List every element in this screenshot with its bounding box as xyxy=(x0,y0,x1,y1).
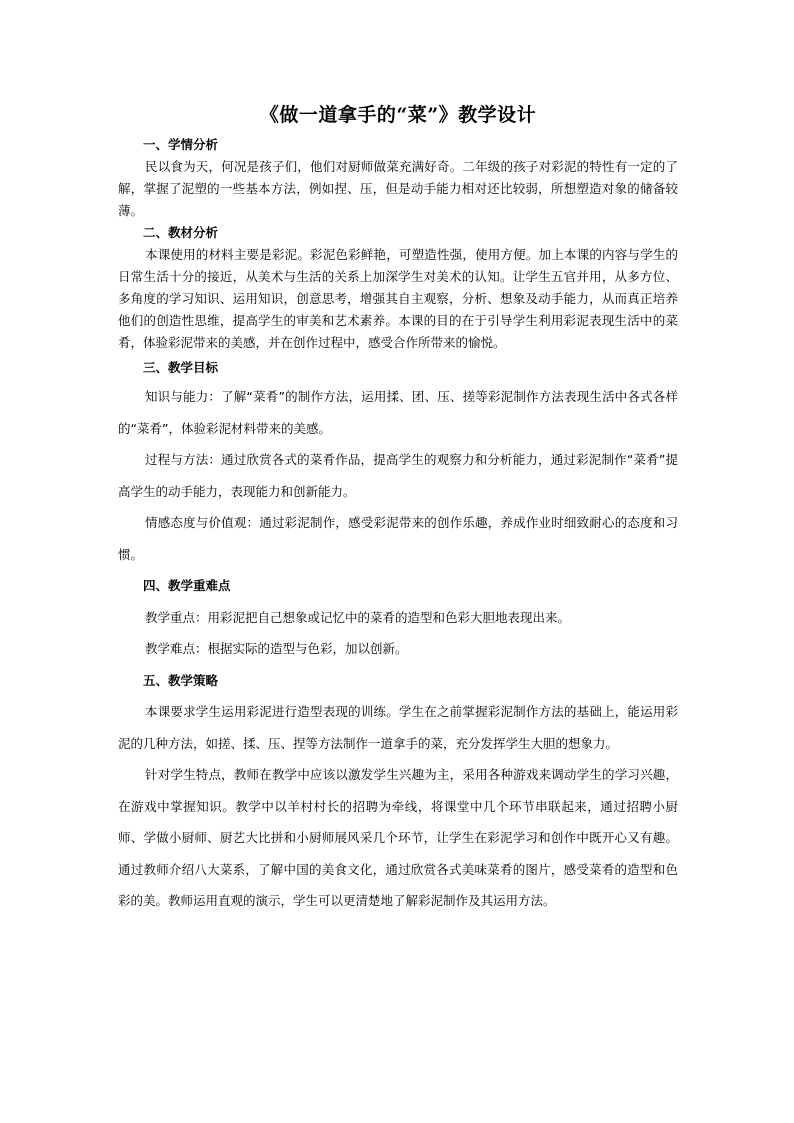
paragraph-goal-knowledge: 知识与能力：了解“菜肴”的制作方法，运用揉、团、压、搓等彩泥制作方法表现生活中各式各样的“菜肴”，体验彩泥材料带来的美感。 xyxy=(118,389,678,436)
section-heading-learner-analysis: 一、学情分析 xyxy=(143,137,219,152)
paragraph-goal-process: 过程与方法：通过欣赏各式的菜肴作品，提高学生的观察力和分析能力，通过彩泥制作“菜肴”提高学生的动手能力，表现能力和创新能力。 xyxy=(118,452,678,499)
paragraph-difficulty: 教学难点：根据实际的造型与色彩，加以创新。 xyxy=(145,641,408,656)
paragraph-learner-analysis: 民以食为天，何况是孩子们，他们对厨师做菜充满好奇。二年级的孩子对彩泥的特性有一定的了解，掌握了泥塑的一些基本方法，例如捏、压，但是动手能力相对还比较弱，所想塑造对象的储备较薄。 xyxy=(118,159,678,218)
paragraph-material-analysis: 本课使用的材料主要是彩泥。彩泥色彩鲜艳，可塑造性强，使用方便。加上本课的内容与学生的日常生活十分的接近，从美术与生活的关系上加深学生对美术的认知。让学生五官并用，从多方位、多角度的学习知识、运用知识，创意思考，增强其自主观察，分析、想象及动手能力，从而真正培养他们的创造性思维，提高学生的审美和艺术素养。本课的目的在于引导学生利用彩泥表现生活中的菜肴，体验彩泥带来的美感，并在创作过程中，感受合作所带来的愉悦。 xyxy=(118,247,678,350)
section-heading-material-analysis: 二、教材分析 xyxy=(143,225,219,240)
paragraph-strategy-1: 本课要求学生运用彩泥进行造型表现的训练。学生在之前掌握彩泥制作方法的基础上，能运用彩泥的几种方法，如搓、揉、压、捏等方法制作一道拿手的菜，充分发挥学生大胆的想象力。 xyxy=(118,704,678,751)
paragraph-key-point: 教学重点：用彩泥把自己想象或记忆中的菜肴的造型和色彩大胆地表现出来。 xyxy=(145,609,571,625)
document-page xyxy=(118,100,678,917)
section-heading-teaching-goals: 三、教学目标 xyxy=(143,360,219,375)
document-title: 《做一道拿手的“菜”》教学设计 xyxy=(259,104,537,126)
paragraph-goal-attitude: 情感态度与价值观：通过彩泥制作，感受彩泥带来的创作乐趣，养成作业时细致耐心的态度和习惯。 xyxy=(118,515,678,562)
section-heading-key-difficulties: 四、教学重难点 xyxy=(143,578,231,593)
paragraph-strategy-2: 针对学生特点，教师在教学中应该以激发学生兴趣为主，采用各种游戏来调动学生的学习兴趣，在游戏中掌握知识。教学中以羊村村长的招聘为牵线，将课堂中几个环节串联起来，通过招聘小厨师、学做小厨师、厨艺大比拼和小厨师展风采几个环节，让学生在彩泥学习和创作中既开心又有趣。通过教师介绍八大菜系，了解中国的美食文化，通过欣赏各式美味菜肴的图片，感受菜肴的造型和色彩的美。教师运用直观的演示，学生可以更清楚地了解彩泥制作及其运用方法。 xyxy=(118,767,678,908)
section-heading-teaching-strategy: 五、教学策略 xyxy=(143,672,219,688)
